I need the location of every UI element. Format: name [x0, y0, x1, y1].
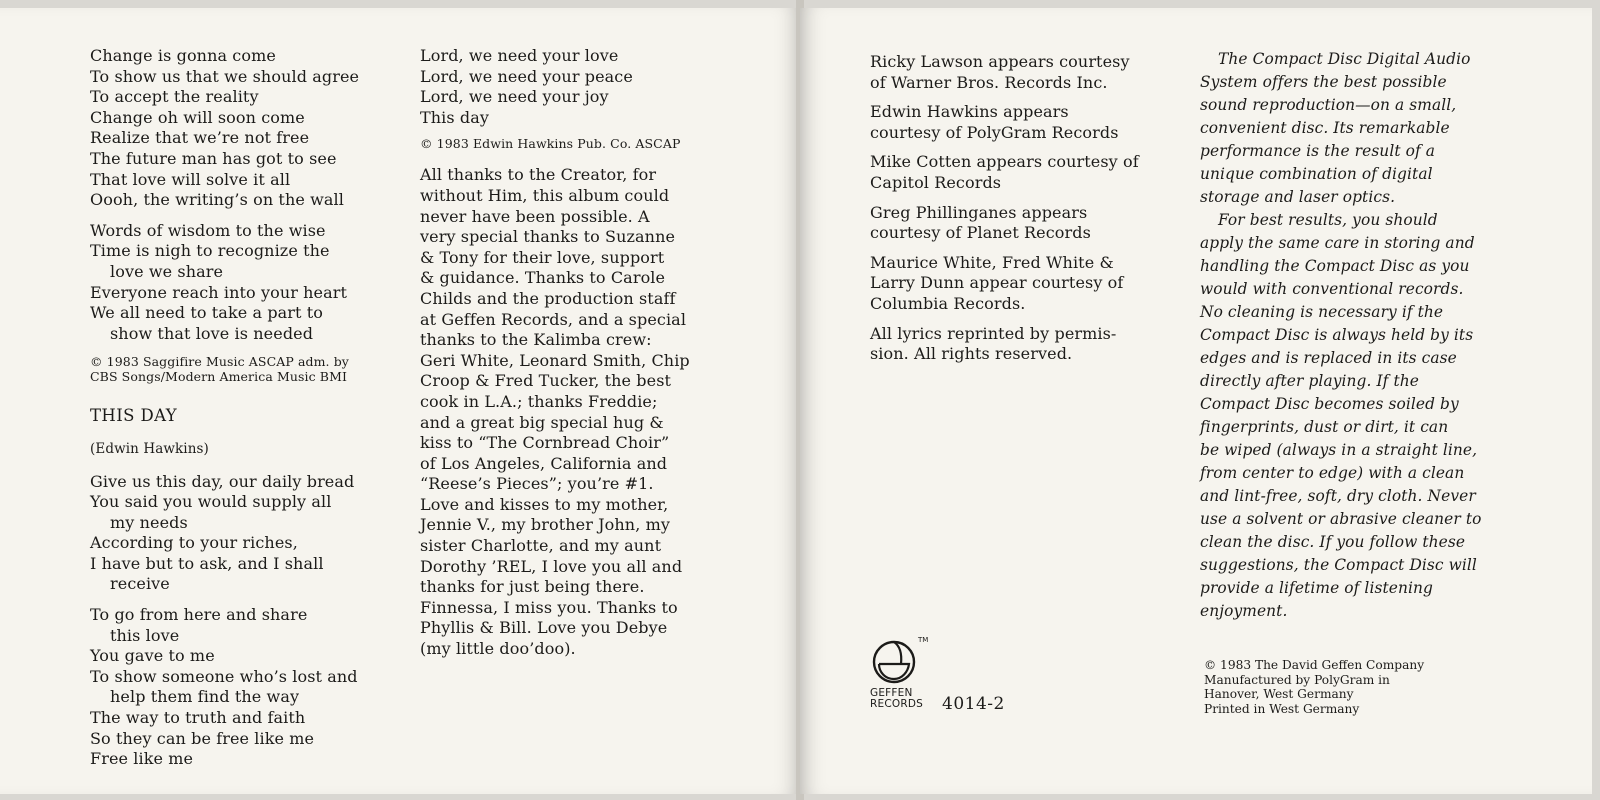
lyric-line: help them find the way: [110, 687, 300, 707]
lyric-line: love we share: [110, 261, 224, 281]
copyright-line: Printed in West Germany: [1204, 701, 1360, 716]
lyric-line: To show someone who’s lost and: [90, 666, 358, 686]
notice-line: No cleaning is necessary if the: [1200, 303, 1444, 321]
lyric-line: Free like me: [90, 749, 194, 769]
catalog-number: 4014-2: [942, 694, 1005, 714]
lyrics-column-2: [420, 46, 720, 660]
lyric-line: The way to truth and faith: [90, 708, 306, 728]
lyric-line: According to your riches,: [90, 533, 298, 553]
acknowledgement-line: Dorothy ’REL, I love you all and: [420, 556, 683, 576]
lyrics-stanza-1: [90, 46, 390, 211]
left-page: [0, 8, 800, 794]
credit-line: All lyrics reprinted by permis-: [870, 323, 1117, 343]
notice-line: convenient disc. Its remarkable: [1200, 119, 1450, 137]
right-page: [800, 8, 1592, 794]
acknowledgement-line: very special thanks to Suzanne: [420, 227, 676, 247]
copyright-line: CBS Songs/Modern America Music BMI: [90, 369, 348, 385]
lyric-line: You said you would supply all: [90, 492, 332, 512]
acknowledgement-line: without Him, this album could: [420, 185, 670, 205]
acknowledgement-line: at Geffen Records, and a special: [420, 309, 687, 329]
acknowledgement-line: Jennie V., my brother John, my: [420, 515, 670, 535]
notice-line: fingerprints, dust or dirt, it can: [1200, 418, 1449, 436]
notice-line: apply the same care in storing and: [1200, 234, 1475, 252]
notice-line: Compact Disc becomes soiled by: [1200, 395, 1459, 413]
lyric-line: So they can be free like me: [90, 728, 315, 748]
acknowledgement-line: cook in L.A.; thanks Freddie;: [420, 391, 658, 411]
lyrics-stanza-5: [420, 46, 720, 128]
lyric-line: Time is nigh to recognize the: [90, 241, 330, 261]
lyric-line: The future man has got to see: [90, 148, 337, 168]
notice-line: clean the disc. If you follow these: [1200, 533, 1466, 551]
lyric-line: Change is gonna come: [90, 46, 276, 65]
lyrics-stanza-3: [90, 472, 390, 596]
lyric-line: Change oh will soon come: [90, 107, 305, 127]
lyric-line: You gave to me: [90, 646, 215, 666]
logo-word: RECORDS: [870, 698, 923, 710]
notice-line: Compact Disc is always held by its: [1200, 326, 1474, 344]
lyric-line: Lord, we need your peace: [420, 66, 633, 86]
acknowledgement-line: & Tony for their love, support: [420, 247, 665, 267]
credit-line: Ricky Lawson appears courtesy: [870, 52, 1130, 71]
lyrics-stanza-4: [90, 605, 390, 770]
courtesy-credit: [870, 253, 1170, 315]
credit-line: Greg Phillinganes appears: [870, 202, 1088, 222]
courtesy-credit: [870, 52, 1170, 93]
lyrics-stanza-2: [90, 221, 390, 345]
acknowledgement-line: Love and kisses to my mother,: [420, 494, 669, 514]
song-writer-credit: (Edwin Hawkins): [90, 440, 209, 457]
lyric-line: That love will solve it all: [90, 169, 291, 189]
compact-disc-notice: [1200, 48, 1500, 623]
copyright-line: Manufactured by PolyGram in: [1204, 672, 1390, 687]
credit-line: Maurice White, Fred White &: [870, 252, 1114, 272]
lyric-line: my needs: [110, 512, 188, 532]
acknowledgement-line: Childs and the production staff: [420, 288, 676, 308]
acknowledgement-line: Finnessa, I miss you. Thanks to: [420, 597, 678, 617]
acknowledgement-line: never have been possible. A: [420, 206, 650, 226]
notice-line: enjoyment.: [1200, 602, 1288, 620]
lyric-line: show that love is needed: [110, 323, 314, 343]
credit-line: Edwin Hawkins appears: [870, 102, 1069, 122]
lyric-line: Give us this day, our daily bread: [90, 471, 355, 491]
notice-line: performance is the result of a: [1200, 142, 1436, 160]
acknowledgement-line: All thanks to the Creator, for: [420, 165, 657, 185]
lyric-line: Everyone reach into your heart: [90, 282, 348, 302]
notice-line: use a solvent or abrasive cleaner to: [1200, 510, 1482, 528]
credit-line: Capitol Records: [870, 172, 1002, 192]
notice-line: from center to edge) with a clean: [1200, 464, 1465, 482]
lyric-line: Words of wisdom to the wise: [90, 220, 326, 240]
acknowledgement-line: of Los Angeles, California and: [420, 453, 668, 473]
credit-line: of Warner Bros. Records Inc.: [870, 72, 1108, 92]
acknowledgement-line: (my little doo’doo).: [420, 639, 576, 659]
notice-line: handling the Compact Disc as you: [1200, 257, 1470, 275]
acknowledgement-line: sister Charlotte, and my aunt: [420, 536, 662, 556]
trademark-mark: TM: [918, 636, 929, 644]
lyrics-column-1: [90, 46, 390, 780]
notice-line: would with conventional records.: [1200, 280, 1464, 298]
lyric-line: To show us that we should agree: [90, 66, 360, 86]
notice-line: be wiped (always in a straight line,: [1200, 441, 1478, 459]
copyright-notice-2: © 1983 Edwin Hawkins Pub. Co. ASCAP: [420, 136, 681, 152]
rights-notice: [870, 324, 1170, 365]
notice-line: suggestions, the Compact Disc will: [1200, 556, 1477, 574]
acknowledgement-line: thanks to the Kalimba crew:: [420, 330, 652, 350]
acknowledgement-line: & guidance. Thanks to Carole: [420, 268, 666, 288]
lyric-line: Lord, we need your love: [420, 46, 619, 65]
notice-line: directly after playing. If the: [1200, 372, 1419, 390]
geffen-g-logo-icon: [870, 636, 918, 686]
song-title: THIS DAY: [90, 406, 178, 426]
acknowledgement-line: Geri White, Leonard Smith, Chip: [420, 350, 690, 370]
notice-line: unique combination of digital: [1200, 165, 1433, 183]
acknowledgement-line: and a great big special hug &: [420, 412, 664, 432]
notice-line: and lint-free, soft, dry cloth. Never: [1200, 487, 1476, 505]
notice-line: The Compact Disc Digital Audio: [1218, 50, 1471, 68]
credit-line: sion. All rights reserved.: [870, 344, 1073, 364]
lyric-line: this love: [110, 625, 180, 645]
logo-word: GEFFEN: [870, 687, 913, 699]
lyric-line: Oooh, the writing’s on the wall: [90, 190, 344, 210]
notice-line: System offers the best possible: [1200, 73, 1447, 91]
acknowledgements: [420, 165, 720, 659]
credit-line: courtesy of Planet Records: [870, 223, 1091, 243]
lyric-line: This day: [420, 107, 490, 127]
lyric-line: We all need to take a part to: [90, 303, 324, 323]
notice-line: provide a lifetime of listening: [1200, 579, 1433, 597]
acknowledgement-line: kiss to “The Cornbread Choir”: [420, 433, 670, 453]
lyric-line: To accept the reality: [90, 87, 259, 107]
manufacturer-copyright: [1204, 658, 1424, 716]
lyric-line: I have but to ask, and I shall: [90, 553, 324, 573]
acknowledgement-line: “Reese’s Pieces”; you’re #1.: [420, 474, 654, 494]
lyric-line: receive: [110, 574, 170, 594]
notice-line: edges and is replaced in its case: [1200, 349, 1457, 367]
courtesy-credit: [870, 203, 1170, 244]
copyright-notice-1: [90, 354, 390, 384]
lyric-line: To go from here and share: [90, 605, 308, 625]
courtesy-credit: [870, 152, 1170, 193]
acknowledgement-line: Phyllis & Bill. Love you Debye: [420, 618, 668, 638]
credit-line: courtesy of PolyGram Records: [870, 122, 1119, 142]
credit-line: Mike Cotten appears courtesy of: [870, 152, 1139, 172]
lyric-line: Lord, we need your joy: [420, 87, 609, 107]
logo-wordmark: [870, 688, 923, 710]
lyric-line: Realize that we’re not free: [90, 128, 310, 148]
copyright-line: Hanover, West Germany: [1204, 687, 1354, 702]
notice-line: storage and laser optics.: [1200, 188, 1396, 206]
credit-line: Columbia Records.: [870, 293, 1026, 313]
acknowledgement-line: Croop & Fred Tucker, the best: [420, 371, 672, 391]
credit-line: Larry Dunn appear courtesy of: [870, 273, 1124, 293]
notice-line: For best results, you should: [1218, 211, 1438, 229]
copyright-line: © 1983 The David Geffen Company: [1204, 658, 1425, 672]
courtesy-credit: [870, 102, 1170, 143]
notice-line: sound reproduction—on a small,: [1200, 96, 1457, 114]
acknowledgement-line: thanks for just being there.: [420, 577, 645, 597]
copyright-line: © 1983 Saggifire Music ASCAP adm. by: [90, 354, 349, 370]
courtesy-credits-column: [870, 52, 1170, 374]
